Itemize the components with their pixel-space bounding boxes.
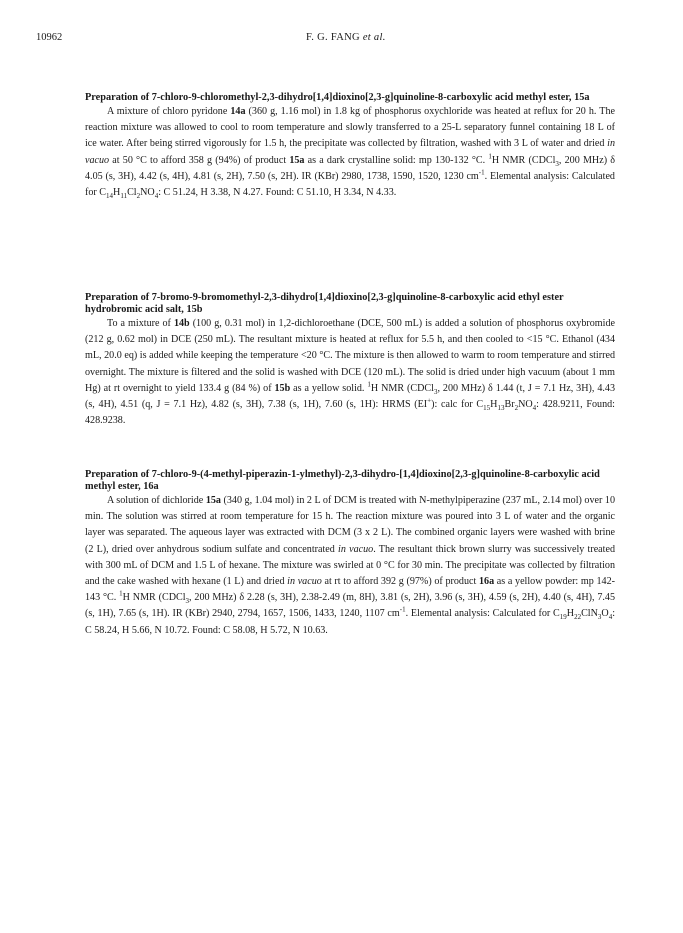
procedure-16a: [85, 469, 615, 639]
procedure-15a: [85, 92, 615, 201]
page-number: 10962: [36, 32, 63, 43]
section-title: Preparation of 7-chloro-9-(4-methyl-piperazin-1-ylmethyl)-2,3-dihydro-[1,4]dioxino[2,3-g]quinoline-8-carboxylic acid methyl ester, 16a: [85, 469, 600, 492]
running-head-et-al: et al.: [362, 32, 386, 43]
page-header: [36, 32, 656, 48]
section-body: To a mixture of 14b (100 g, 0.31 mol) in 1,2-dichloroethane (DCE, 500 mL) is added a solution of phosphorus oxybromide (212 g, 0.62 mol) in DCE (250 mL). The resultant mixture is heated at reflux for 5.5 h, and then cooled to <15 °C. Ethanol (434 mL, 20.0 eq) is added while keeping the temperature <20 °C. The mixture is then allowed to warm to room temperature and stirred overnight. The mixture is filtered and the solid is washed with DCE (120 mL). The solid is dried under high vacuum (about 1 mm Hg) at rt overnight to yield 133.4 g (84 %) of 15b as a yellow solid. $^1$H NMR (CDCl$_3$, 200 MHz) δ 1.44 (t, J = 7.1 Hz, 3H), 4.43 (s, 4H), 4.51 (q, J = 7.1 Hz), 4.82 (s, 3H), 7.38 (s, 1H), 7.60 (s, 1H): HRMS (EI+): calc for $C_{15}H_{13}Br_2NO_4$: 428.9211, Found: 428.9238.: [85, 318, 615, 427]
section-body: A mixture of chloro pyridone 14a (360 g, 1.16 mol) in 1.8 kg of phosphorus oxychloride was heated at reflux for 20 h. The reaction mixture was allowed to cool to room temperature and slowly transferred to a 25-L separatory funnel containing 18 L of ice water. After being stirred vigorously for 1.5 h, the precipitate was collected by filtration, washed with 3 L of water and dried in vacuo at 50 °C to afford 358 g (94%) of product 15a as a dark crystalline solid: mp 130-132 °C. $^1$H NMR (CDCl$_3$, 200 MHz) δ 4.05 (s, 3H), 4.42 (s, 4H), 4.81 (s, 2H), 7.50 (s, 2H). IR (KBr) 2980, 1738, 1590, 1520, 1230 $cm^{-1}$. Elemental analysis: Calculated for $C_{14}H_{11}Cl_2NO_4$: C 51.24, H 3.38, N 4.27. Found: C 51.10, H 3.34, N 4.33.: [85, 106, 615, 201]
running-head: [306, 32, 386, 43]
running-head-authors: F. G. FANG: [306, 32, 360, 43]
section-title: Preparation of 7-bromo-9-bromomethyl-2,3-dihydro[1,4]dioxino[2,3-g]quinoline-8-carboxylic acid ethyl ester hydrobromic acid salt, 15b: [85, 292, 564, 315]
section-title: Preparation of 7-chloro-9-chloromethyl-2,3-dihydro[1,4]dioxino[2,3-g]quinoline-8-carboxylic acid methyl ester, 15a: [85, 92, 590, 103]
section-body: A solution of dichloride 15a (340 g, 1.04 mol) in 2 L of DCM is treated with N-methylpiperazine (237 mL, 2.14 mol) over 10 min. The solution was stirred at room temperature for 15 h. The reaction mixture was poured into 3 L of water and the organic layer was separated. The aqueous layer was extracted with DCM (3 x 2 L). The combined organic layers were washed with brine (2 L), dried over anhydrous sodium sulfate and concentrated in vacuo. The resultant thick brown slurry was successively treated with 300 mL of DCM and 1.5 L of hexane. The mixture was swirled at 0 °C for 30 min. The precipitate was collected by filtration and the cake washed with hexane (1 L) and dried in vacuo at rt to afford 392 g (97%) of product 16a as a yellow powder: mp 142-143 °C. $^1$H NMR (CDCl$_3$, 200 MHz) δ 2.28 (s, 3H), 2.38-2.49 (m, 8H), 3.81 (s, 2H), 3.96 (s, 3H), 4.59 (s, 2H), 4.40 (s, 4H), 7.45 (s, 1H), 7.65 (s, 1H). IR (KBr) 2940, 2794, 1657, 1506, 1433, 1240, 1107 $cm^{-1}$. Elemental analysis: Calculated for $C_{19}H_{22}ClN_3O_4$: C 58.24, H 5.66, N 10.72. Found: C 58.08, H 5.72, N 10.63.: [85, 495, 616, 636]
procedure-15b: [85, 292, 615, 429]
